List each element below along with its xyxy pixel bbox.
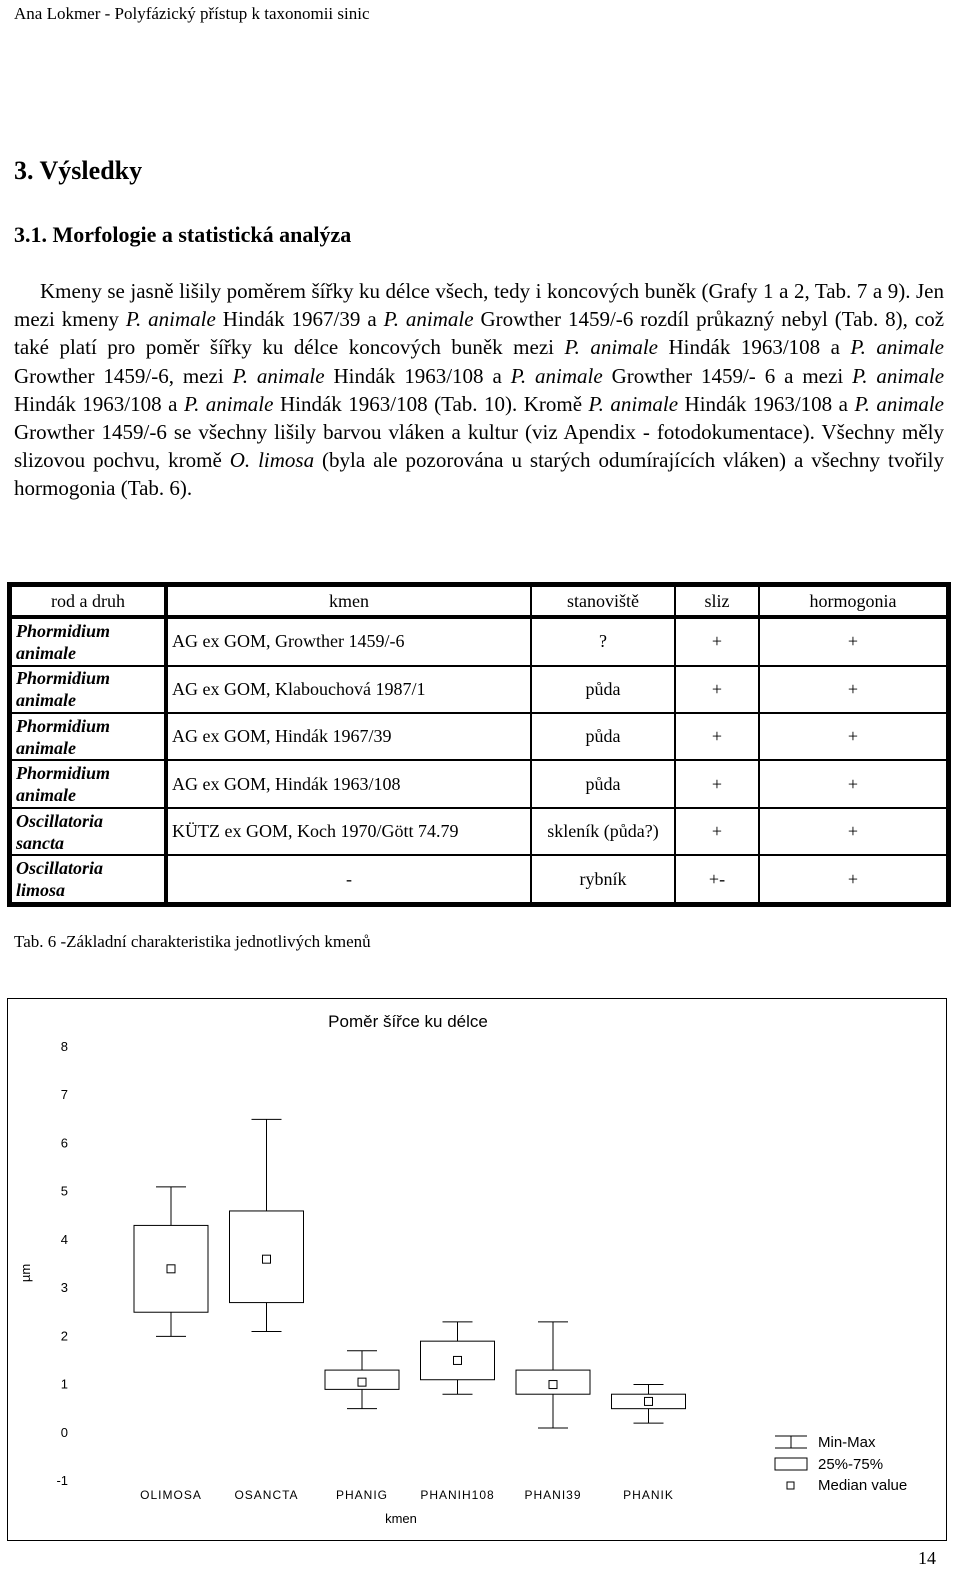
table-row <box>11 713 947 760</box>
x-category-label: PHANIH108 <box>420 1488 495 1502</box>
x-category-label: PHANIK <box>623 1488 674 1502</box>
cell-taxon <box>11 713 166 760</box>
taxon-species: limosa <box>16 880 66 901</box>
cell-kmen: AG ex GOM, Hindák 1963/108 <box>166 760 531 807</box>
cell-hormogonia: + <box>759 855 947 903</box>
y-tick-label: 6 <box>60 1135 68 1151</box>
chart-svg <box>8 999 946 1540</box>
cell-taxon <box>11 617 166 666</box>
header-stanoviste: stanoviště <box>531 586 675 617</box>
legend-quartiles: 25%-75% <box>818 1456 884 1473</box>
y-tick-label: 1 <box>60 1376 68 1392</box>
cell-stanoviste: půda <box>531 760 675 807</box>
taxon-genus: Oscillatoria <box>16 810 104 831</box>
y-tick-label: 2 <box>60 1328 68 1344</box>
table-row <box>11 808 947 855</box>
table-row <box>11 760 947 807</box>
cell-stanoviste: půda <box>531 666 675 713</box>
y-tick-label: 8 <box>60 1039 68 1054</box>
cell-taxon <box>11 808 166 855</box>
taxon-genus: Phormidium <box>16 668 111 689</box>
body-paragraph <box>14 277 944 503</box>
box-phani39 <box>516 1322 590 1428</box>
x-category-label: OLIMOSA <box>140 1488 202 1502</box>
x-category-label: PHANIG <box>335 1488 389 1502</box>
chart-legend <box>775 1434 907 1494</box>
box-phanik <box>612 1385 686 1424</box>
y-tick-label: 7 <box>60 1087 68 1103</box>
cell-sliz: + <box>675 713 759 760</box>
header-kmen: kmen <box>166 586 531 617</box>
header-sliz: sliz <box>675 586 759 617</box>
header-rod-a-druh: rod a druh <box>11 586 166 617</box>
taxon-species: animale <box>16 785 77 806</box>
cell-hormogonia: + <box>759 713 947 760</box>
cell-kmen: - <box>166 855 531 903</box>
y-tick-label: 5 <box>60 1183 68 1199</box>
cell-hormogonia: + <box>759 666 947 713</box>
table-caption: Tab. 6 -Základní charakteristika jednotlivých kmenů <box>14 932 371 951</box>
cell-sliz: + <box>675 808 759 855</box>
cell-stanoviste: ? <box>531 617 675 666</box>
paragraph-text: Kmeny se jasně lišily poměrem šířky ku délce všech, tedy i koncových buněk (Grafy 1 a 2, Tab. 7 a 9). Jen mezi kmeny P. animale Hindák 1967/39 a P. animale Growther 1459/-6 rozdíl průkazný nebyl (Tab. 8), což také platí pro poměr šířky ku délce koncových buněk mezi P. animale Hindák 1963/108 a P. animale Growther 1459/-6, mezi P. animale Hindák 1963/108 a P. animale Growther 1459/- 6 a mezi P. animale Hindák 1963/108 a P. animale Hindák 1963/108 (Tab. 10). Kromě P. animale Hindák 1963/108 a P. animale Growther 1459/-6 se všechny lišily barvou vláken a kultur (viz Apendix - fotodokumentace). Všechny měly slizovou pochvu, kromě O. limosa (byla ale pozorována u starých odumírajících vláken) a všechny tvořily hormogonia (Tab. 6). <box>14 279 945 501</box>
cell-hormogonia: + <box>759 760 947 807</box>
median-marker <box>454 1356 462 1364</box>
cell-kmen: KÜTZ ex GOM, Koch 1970/Gött 74.79 <box>166 808 531 855</box>
section-heading: 3. Výsledky <box>14 156 143 185</box>
cell-kmen: AG ex GOM, Growther 1459/-6 <box>166 617 531 666</box>
table-row <box>11 855 947 903</box>
taxon-species: animale <box>16 642 77 663</box>
cell-sliz: + <box>675 617 759 666</box>
cell-taxon <box>11 855 166 903</box>
cell-sliz: +- <box>675 855 759 903</box>
chart-title: Poměr šířce ku délce <box>328 1012 488 1031</box>
median-marker <box>263 1255 271 1263</box>
taxon-species: animale <box>16 737 77 758</box>
box-olimosa <box>134 1187 208 1336</box>
y-tick-label: 4 <box>60 1231 68 1247</box>
running-head: Ana Lokmer - Polyfázický přístup k taxonomii sinic <box>14 4 370 23</box>
cell-stanoviste: skleník (půda?) <box>531 808 675 855</box>
y-tick-label: 3 <box>60 1280 68 1296</box>
median-marker <box>549 1381 557 1389</box>
taxon-genus: Phormidium <box>16 620 111 641</box>
page-number: 14 <box>918 1548 936 1568</box>
cell-kmen: AG ex GOM, Hindák 1967/39 <box>166 713 531 760</box>
median-marker <box>167 1265 175 1273</box>
subsection-heading: 3.1. Morfologie a statistická analýza <box>14 222 352 247</box>
cell-stanoviste: půda <box>531 713 675 760</box>
y-axis-label: µm <box>18 1263 33 1283</box>
y-tick-label: -1 <box>56 1473 68 1488</box>
cell-sliz: + <box>675 760 759 807</box>
cell-sliz: + <box>675 666 759 713</box>
cell-hormogonia: + <box>759 808 947 855</box>
taxon-genus: Phormidium <box>16 763 111 784</box>
median-marker <box>358 1378 366 1386</box>
legend-min-max: Min-Max <box>818 1434 876 1451</box>
cell-taxon <box>11 666 166 713</box>
y-tick-label: 0 <box>60 1424 68 1440</box>
x-category-label: PHANI39 <box>524 1488 582 1502</box>
legend-median: Median value <box>818 1477 908 1494</box>
taxon-species: sancta <box>16 832 65 853</box>
box-phanig <box>325 1351 399 1409</box>
boxplot-chart <box>7 998 947 1541</box>
cell-stanoviste: rybník <box>531 855 675 903</box>
table-row <box>11 617 947 666</box>
header-hormogonia: hormogonia <box>759 586 947 617</box>
table-header-row <box>11 586 947 617</box>
taxon-genus: Phormidium <box>16 715 111 736</box>
cell-taxon <box>11 760 166 807</box>
cell-kmen: AG ex GOM, Klabouchová 1987/1 <box>166 666 531 713</box>
table-row <box>11 666 947 713</box>
box-phanih108 <box>421 1322 495 1394</box>
box-osancta <box>230 1119 304 1331</box>
cell-hormogonia: + <box>759 617 947 666</box>
x-category-label: OSANCTA <box>234 1488 299 1502</box>
x-axis-label: kmen <box>385 1511 417 1526</box>
taxon-genus: Oscillatoria <box>16 858 104 879</box>
median-marker <box>645 1397 653 1405</box>
characteristics-table <box>7 582 951 907</box>
taxon-species: animale <box>16 690 77 711</box>
